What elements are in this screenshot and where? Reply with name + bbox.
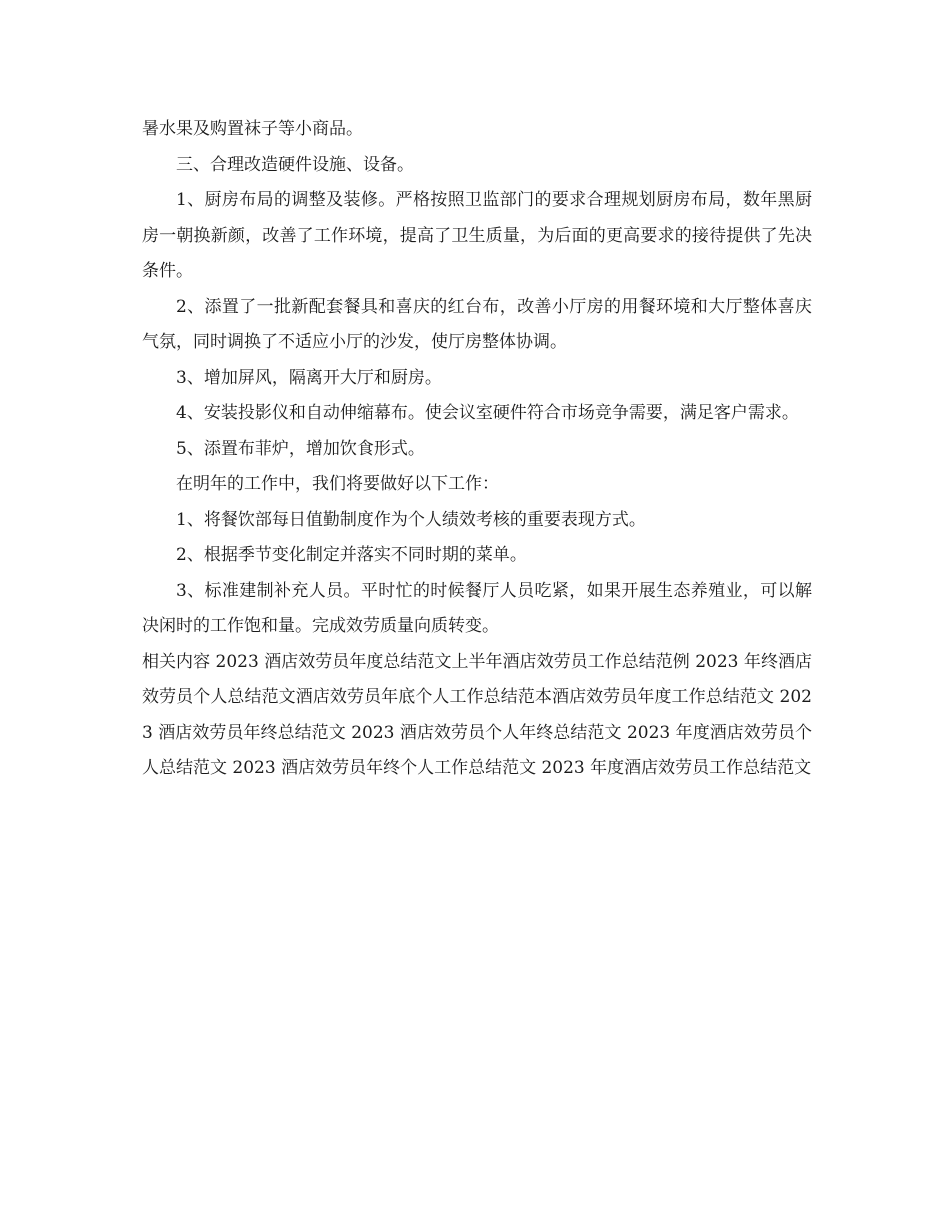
paragraph-tableware: 2、添置了一批新配套餐具和喜庆的红台布，改善小厅房的用餐环境和大厅整体喜庆气氛，同时调换了不适应小厅的沙发，使厅房整体协调。 [142,296,812,352]
paragraph-staffing: 3、标准建制补充人员。平时忙的时候餐厅人员吃紧，如果开展生态养殖业，可以解决闲时的工作饱和量。完成效劳质量向质转变。 [142,580,812,636]
paragraph-1: 暑水果及购置袜子等小商品。 [142,119,363,139]
paragraph-duty-system: 1、将餐饮部每日值勤制度作为个人绩效考核的重要表现方式。 [176,509,646,530]
paragraph-buffet: 5、添置布菲炉，增加饮食形式。 [176,438,425,459]
section-heading-hardware: 三、合理改造硬件设施、设备。 [176,154,414,175]
document-body [142,112,812,787]
paragraph-projector: 4、安装投影仪和自动伸缩幕布。使会议室硬件符合市场竞争需要，满足客户需求。 [176,403,799,423]
paragraph-seasonal-menu: 2、根据季节变化制定并落实不同时期的菜单。 [176,545,527,565]
paragraph-screen: 3、增加屏风，隔离开大厅和厨房。 [176,367,442,388]
paragraph-next-year-intro: 在明年的工作中，我们将要做好以下工作： [176,474,499,494]
related-content: 相关内容 2023 酒店效劳员年度总结范文上半年酒店效劳员工作总结范例 2023 年终酒店效劳员个人总结范文酒店效劳员年底个人工作总结范本酒店效劳员年度工作总结范文 2023 酒店效劳员年终总结范文 2023 酒店效劳员个人年终总结范文 2023 年度酒店效劳员个人总结范文 2023 酒店效劳员年终个人工作总结范文 2023 年度酒店效劳员工作总结范文 [142,651,812,778]
paragraph-kitchen-layout: 1、厨房布局的调整及装修。严格按照卫监部门的要求合理规划厨房布局，数年黑厨房一朝换新颜，改善了工作环境，提高了卫生质量，为后面的更高要求的接待提供了先决条件。 [142,190,812,281]
